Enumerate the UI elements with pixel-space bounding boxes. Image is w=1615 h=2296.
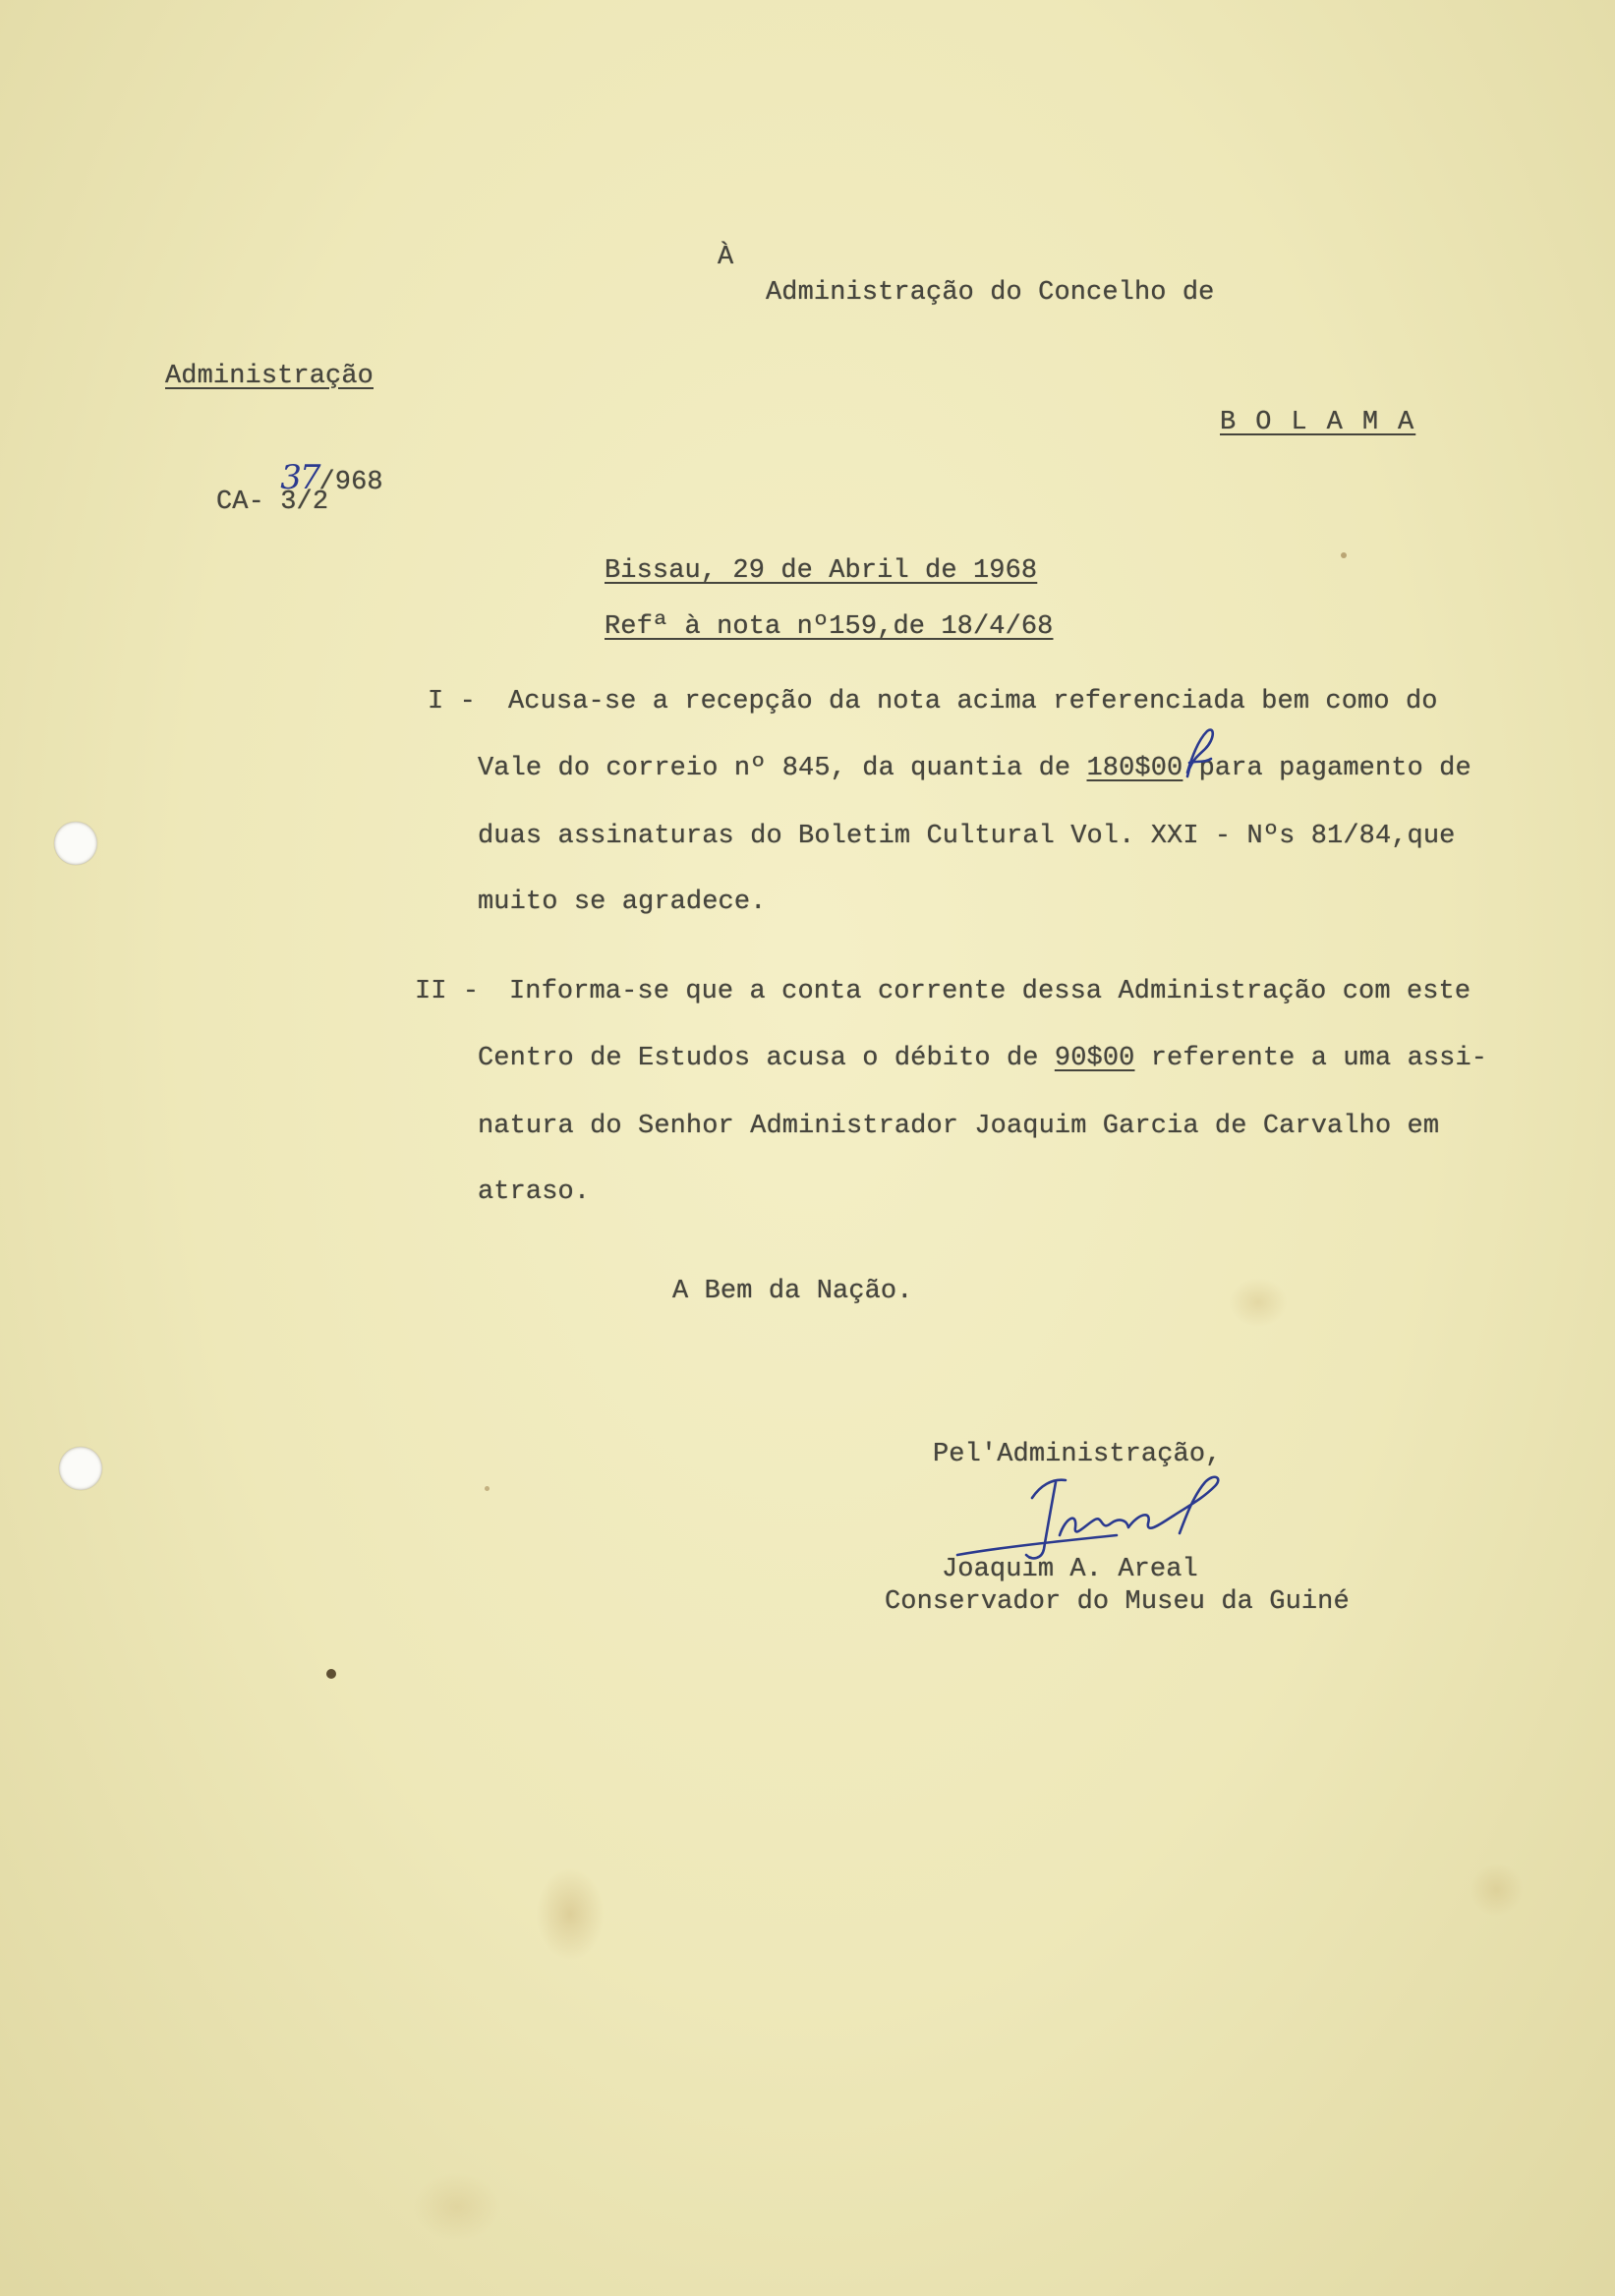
paragraph-1-line-2-end: para pagamento de: [1182, 754, 1471, 783]
reference-code: CA- 3/2: [216, 488, 329, 517]
date-line: Bissau, 29 de Abril de 1968: [605, 556, 1038, 586]
paper-stain: [413, 2172, 501, 2241]
punch-hole-top: [54, 822, 97, 865]
paragraph-2-line-2: [478, 1043, 1487, 1074]
addressee-prefix-mark: À: [718, 243, 734, 272]
paragraph-1-line-2: [478, 753, 1471, 784]
paper-stain: [1470, 1863, 1524, 1917]
paragraph-2-line-2-end: referente a uma assi-: [1134, 1044, 1488, 1073]
paper-stain: [536, 1867, 605, 1961]
reference-number-suffix: /968: [318, 468, 383, 497]
addressee-line: Administração do Concelho de: [766, 278, 1215, 308]
paragraph-1-line-2-start: Vale do correio nº 845, da quantia de: [478, 754, 1087, 783]
paragraph-1-line-4: muito se agradece.: [478, 888, 767, 917]
amount-owed: 90$00: [1054, 1044, 1135, 1073]
paper-dot: [1341, 552, 1347, 558]
signature-on-behalf: Pel'Administração,: [933, 1440, 1222, 1469]
signature-name: Joaquim A. Areal: [942, 1555, 1198, 1584]
signature-title: Conservador do Museu da Guiné: [885, 1587, 1350, 1617]
amount-received: 180$00: [1086, 754, 1183, 783]
paragraph-2-line-3: natura do Senhor Administrador Joaquim Garcia de Carvalho em: [478, 1112, 1440, 1141]
paragraph-1-line-1: Acusa-se a recepção da nota acima referenciada bem como do: [508, 687, 1438, 717]
ink-dot: [326, 1669, 336, 1679]
handwritten-amount-mark: [1176, 723, 1225, 778]
reference-line: Refª à nota nº159,de 18/4/68: [605, 612, 1054, 642]
punch-hole-bottom: [59, 1447, 102, 1490]
paragraph-2-line-4: atraso.: [478, 1177, 591, 1207]
reference-office: Administração: [165, 362, 374, 391]
reference-number-handwritten: 37: [280, 458, 319, 497]
handwritten-signature: [944, 1463, 1239, 1590]
paragraph-1-marker: I -: [428, 687, 476, 717]
paragraph-1-line-3: duas assinaturas do Boletim Cultural Vol. XXI - Nºs 81/84,que: [478, 822, 1456, 851]
paper-dot: [485, 1486, 490, 1491]
paragraph-2-line-2-start: Centro de Estudos acusa o débito de: [478, 1044, 1055, 1073]
paper-stain: [1229, 1278, 1288, 1327]
paragraph-2-marker: II -: [415, 977, 480, 1006]
addressee-place: B O L A M A: [1220, 408, 1416, 437]
closing-salutation: A Bem da Nação.: [672, 1277, 913, 1306]
paragraph-2-line-1: Informa-se que a conta corrente dessa Administração com este: [509, 977, 1471, 1006]
